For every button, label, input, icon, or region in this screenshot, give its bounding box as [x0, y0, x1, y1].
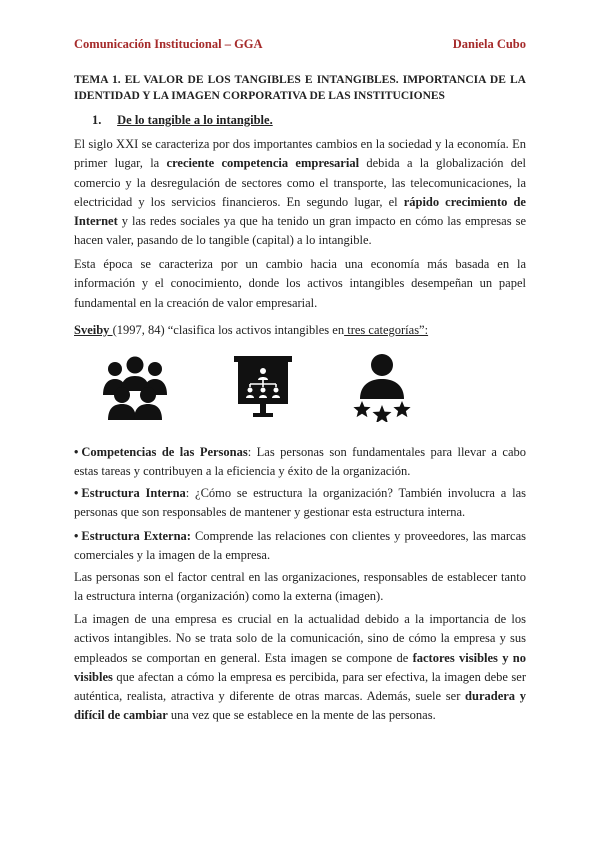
group-people-icon [100, 352, 170, 422]
category-name: Competencias de las Personas [81, 445, 248, 459]
text-run: (1997, 84) “clasifica los activos intangibles en [112, 323, 345, 337]
bold-run: rápido crecimiento de Internet [74, 194, 526, 229]
bold-run: creciente competencia empresarial [166, 156, 360, 171]
category-name: Estructura Externa: [81, 529, 191, 543]
text-run: y las redes sociales ya que ha tenido un gran impacto en cómo las empresas se hacen valer, pasando de lo tangible (capital) a lo intangible. [74, 214, 526, 248]
category-estructura-externa [74, 527, 526, 566]
category-text: : ¿Cómo se estructura la organización? También involucra a las personas que son responsables de mantener y gestionar esta estructura interna. [74, 486, 526, 520]
bullet: • [74, 486, 79, 500]
author-name: Sveiby [74, 323, 113, 337]
category-estructura-interna [74, 484, 526, 523]
text-run: una vez que se establece en la mente de las personas. [167, 708, 436, 723]
text-run: que afectan a cómo la empresa es percibida, para ser efectiva, la imagen debe ser auténtica, realista, atractiva y diferente de otras marcas. Además, suele ser [74, 669, 526, 704]
section-heading [92, 113, 273, 128]
paragraph-personas: Las personas son el factor central en las organizaciones, responsables de establecer tanto la estructura interna (organización) como la externa (imagen). [74, 570, 526, 604]
section-label: De lo tangible a lo intangible. [117, 113, 273, 127]
text-run: La imagen de una empresa es crucial en la actualidad debido a la importancia de los activos intangibles. No se trata solo de la comunicación, sino de cómo la empresa y sus empleados se comportan en general. Esta imagen se compone de [74, 612, 526, 665]
person-stars-icon [352, 352, 412, 422]
paragraph-imagen [74, 610, 526, 726]
header-author: Daniela Cubo [452, 37, 526, 51]
paragraph-intro [74, 135, 526, 251]
category-competencias [74, 443, 526, 482]
underlined-run: tres categorías”: [344, 323, 429, 337]
bullet: • [74, 529, 79, 543]
category-text: : Las personas son fundamentales para llevar a cabo estas tareas y contribuyen a la eficiencia y éxito de la organización. [74, 445, 526, 479]
paragraph-sveiby [74, 321, 526, 340]
bold-run: factores visibles y no visibles [74, 650, 526, 684]
paragraph-economy: Esta época se caracteriza por un cambio hacia una economía más basada en la información y el conocimiento, donde los activos intangibles desempeñan un papel fundamental en la creación de valor empresarial. [74, 257, 526, 310]
text-run: El siglo XXI se caracteriza por dos importantes cambios en la sociedad y la economía. En primer lugar, la [74, 137, 526, 171]
text-run: debida a la globalización del comercio y la desregulación de sectores como el transporte, las telecomunicaciones, la electricidad y los servicios financieros. En segundo lugar, el [74, 156, 527, 209]
category-name: Estructura Interna [81, 486, 186, 500]
header-course: Comunicación Institucional – GGA [74, 37, 263, 51]
document-title: TEMA 1. EL VALOR DE LOS TANGIBLES E INTANGIBLES. IMPORTANCIA DE LA IDENTIDAD Y LA IMAGEN CORPORATIVA DE LAS INSTITUCIONES [74, 74, 526, 102]
bold-run: duradera y difícil de cambiar [74, 689, 526, 723]
page-header [74, 37, 526, 52]
category-text: Comprende las relaciones con clientes y proveedores, las marcas comerciales y la imagen de la empresa. [74, 529, 526, 563]
org-chart-presentation-icon [233, 355, 293, 421]
section-number: 1. [92, 113, 102, 127]
bullet: • [74, 445, 79, 459]
